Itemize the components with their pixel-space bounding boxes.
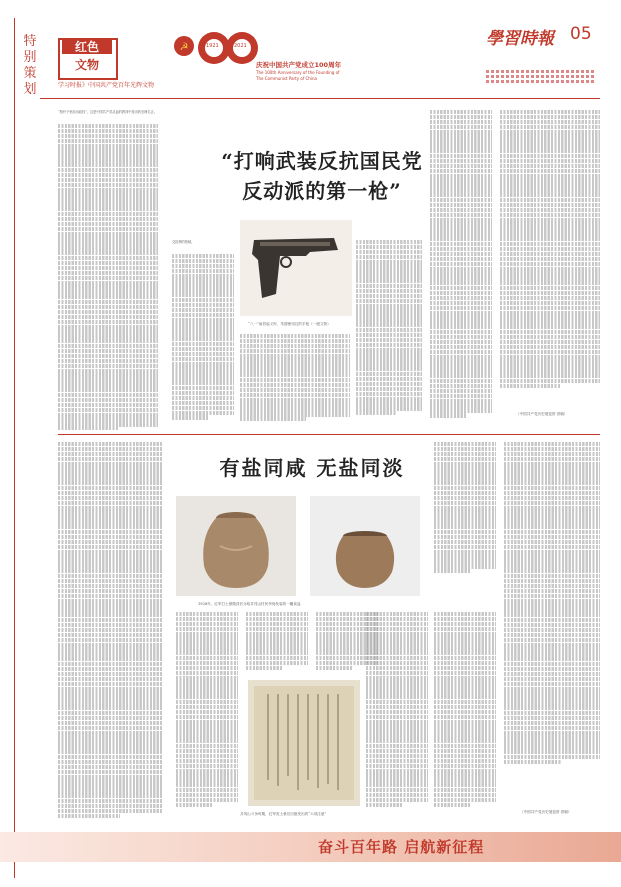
article1-headline-line2: 反动派的第一枪”	[242, 179, 402, 203]
article1-column-5	[430, 110, 492, 430]
article2-column-6	[434, 442, 496, 592]
six-points-document-photo	[248, 680, 360, 806]
article1-column-6	[500, 110, 600, 410]
article2-column-5	[366, 612, 428, 822]
article1-credit: （中国共产党历史展览馆 供稿）	[516, 412, 568, 416]
article2-column-8	[504, 442, 600, 802]
jar-caption: 1928年，红军打土豪缴获后分给井冈山村民李尚发装的一罐食盐	[198, 602, 301, 606]
article2-column-left	[58, 442, 162, 822]
year-left: 1921	[206, 43, 219, 49]
masthead-info	[486, 68, 596, 85]
article1-column-3	[240, 334, 350, 430]
side-rule	[14, 18, 15, 878]
column-tagline: 学习时报》中国共产党百年光辉文物	[58, 82, 155, 89]
article2-column-2	[176, 612, 238, 822]
article2-column-3	[246, 612, 308, 674]
section-title: 特别策划	[23, 34, 37, 97]
anniversary-title-en-1: The 100th Anniversary of the Founding of	[256, 70, 340, 75]
article1-fragment-text: 交指挥的枪械。	[172, 240, 195, 244]
article-divider	[58, 434, 600, 435]
footer-slogan: 奋斗百年路 启航新征程	[318, 838, 485, 856]
year-right: 2021	[234, 43, 247, 49]
page-number: 05	[570, 24, 592, 44]
article2-headline: 有盐同咸 无盐同淡	[219, 456, 405, 480]
logo-line1: 红色	[62, 40, 112, 54]
article1-headline-line1: “打响武装反抗国民党	[221, 149, 423, 173]
article1-column-fragment	[172, 240, 232, 250]
svg-text:☭: ☭	[179, 42, 189, 53]
logo-line2: 文物	[74, 58, 99, 72]
header-rule	[40, 98, 600, 99]
article1-column-2	[172, 254, 234, 430]
pistol-caption: “八一”南昌起义时，朱德使用过的手枪（一级文物）	[248, 322, 331, 326]
article1-column-left	[58, 110, 158, 430]
article1-lead: “枪杆子里面出政权”，这是中国共产党从血的教训中得出的至理名言。	[58, 110, 157, 114]
anniversary-title: 庆祝中国共产党成立100周年	[256, 61, 342, 69]
newspaper-name: 學習時報	[486, 29, 554, 49]
document-caption: 井冈山斗争时期，红军发土豪后出版发出的“六项注意”	[240, 812, 327, 816]
footer-band	[0, 832, 621, 862]
anniversary-title-en-2: The Communist Party of China	[256, 76, 317, 81]
anniversary-emblem	[170, 24, 260, 80]
article2-column-7	[434, 612, 496, 822]
salt-jar-photo-2	[310, 496, 420, 596]
article2-credit: （中国共产党历史展览馆 供稿）	[520, 810, 572, 814]
pistol-photo	[240, 220, 352, 316]
article1-column-4	[356, 240, 422, 430]
article1-headline	[172, 146, 472, 206]
salt-jar-photo-1	[176, 496, 296, 596]
